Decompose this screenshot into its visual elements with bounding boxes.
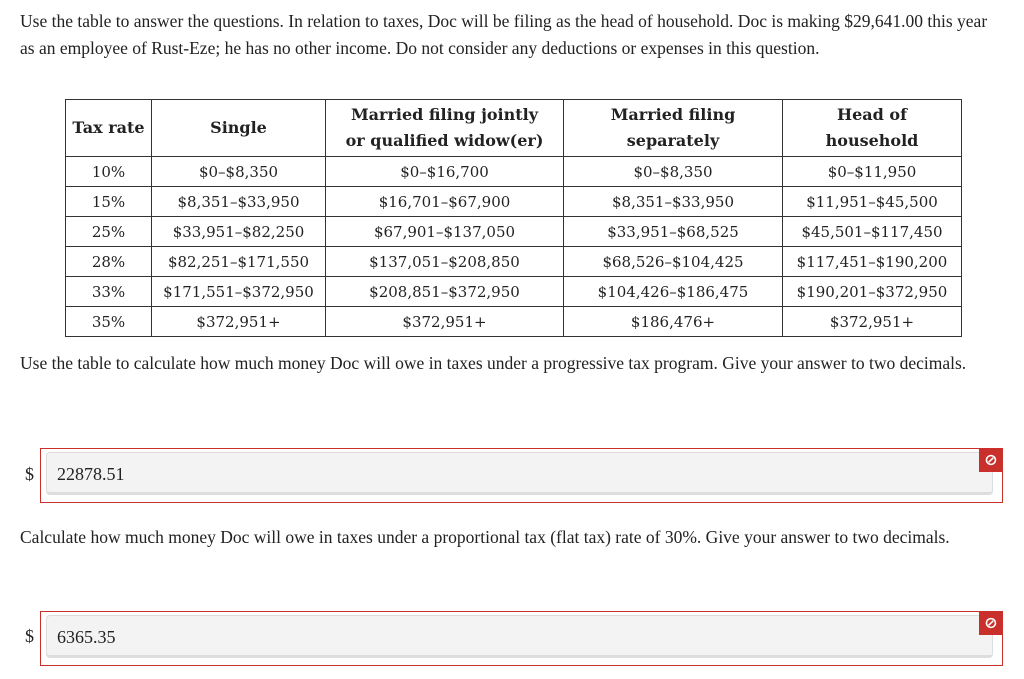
column-header: Tax rate [66, 100, 152, 157]
answer-2-input[interactable]: 6365.35 [46, 615, 993, 658]
table-cell: 15% [66, 187, 152, 217]
column-header: Married filing jointly or qualified widow(er) [326, 100, 564, 157]
table-cell: $171,551–$372,950 [152, 277, 326, 307]
question-2-text: Calculate how much money Doc will owe in taxes under a proportional tax (flat tax) rate of 30%. Give your answer to two decimals. [20, 527, 950, 547]
table-row [66, 157, 962, 187]
table-row [66, 277, 962, 307]
table-cell: 35% [66, 307, 152, 337]
table-cell: 33% [66, 277, 152, 307]
table-cell: $8,351–$33,950 [564, 187, 783, 217]
table-cell: $33,951–$68,525 [564, 217, 783, 247]
answer-2-field-wrapper [40, 611, 1003, 666]
table-cell: $372,951+ [152, 307, 326, 337]
table-cell: $16,701–$67,900 [326, 187, 564, 217]
dollar-prefix: $ [25, 626, 34, 646]
table-cell: $8,351–$33,950 [152, 187, 326, 217]
table-cell: $0–$8,350 [564, 157, 783, 187]
table-cell: $0–$8,350 [152, 157, 326, 187]
answer-1-field-wrapper [40, 448, 1003, 503]
column-header: Single [152, 100, 326, 157]
table-cell: $0–$11,950 [783, 157, 962, 187]
table-cell: $190,201–$372,950 [783, 277, 962, 307]
table-cell: $186,476+ [564, 307, 783, 337]
table-cell: 28% [66, 247, 152, 277]
table-cell: $104,426–$186,475 [564, 277, 783, 307]
table-cell: $372,951+ [783, 307, 962, 337]
table-cell: $33,951–$82,250 [152, 217, 326, 247]
tax-table [65, 99, 962, 337]
table-cell: $208,851–$372,950 [326, 277, 564, 307]
table-cell: $117,451–$190,200 [783, 247, 962, 277]
table-cell: $137,051–$208,850 [326, 247, 564, 277]
dollar-prefix: $ [25, 464, 34, 484]
column-header: Married filing separately [564, 100, 783, 157]
table-cell: $45,501–$117,450 [783, 217, 962, 247]
table-cell: 10% [66, 157, 152, 187]
answer-1-input[interactable]: 22878.51 [46, 452, 993, 495]
table-cell: $372,951+ [326, 307, 564, 337]
incorrect-icon: ⊘ [979, 611, 1003, 635]
table-row [66, 187, 962, 217]
table-row [66, 217, 962, 247]
table-cell: $67,901–$137,050 [326, 217, 564, 247]
table-cell: $68,526–$104,425 [564, 247, 783, 277]
table-cell: 25% [66, 217, 152, 247]
incorrect-icon: ⊘ [979, 448, 1003, 472]
question-1-text: Use the table to calculate how much money Doc will owe in taxes under a progressive tax program. Give your answer to two decimals. [20, 353, 967, 373]
table-cell: $0–$16,700 [326, 157, 564, 187]
table-row [66, 247, 962, 277]
column-header: Head of household [783, 100, 962, 157]
intro-text: Use the table to answer the questions. In relation to taxes, Doc will be filing as the head of household. Doc is making $29,641.00 this year as an employee of Rust-Eze; he has no other income. Do not consider any deductions or expenses in this question. [20, 11, 988, 58]
table-cell: $11,951–$45,500 [783, 187, 962, 217]
table-cell: $82,251–$171,550 [152, 247, 326, 277]
table-row [66, 307, 962, 337]
